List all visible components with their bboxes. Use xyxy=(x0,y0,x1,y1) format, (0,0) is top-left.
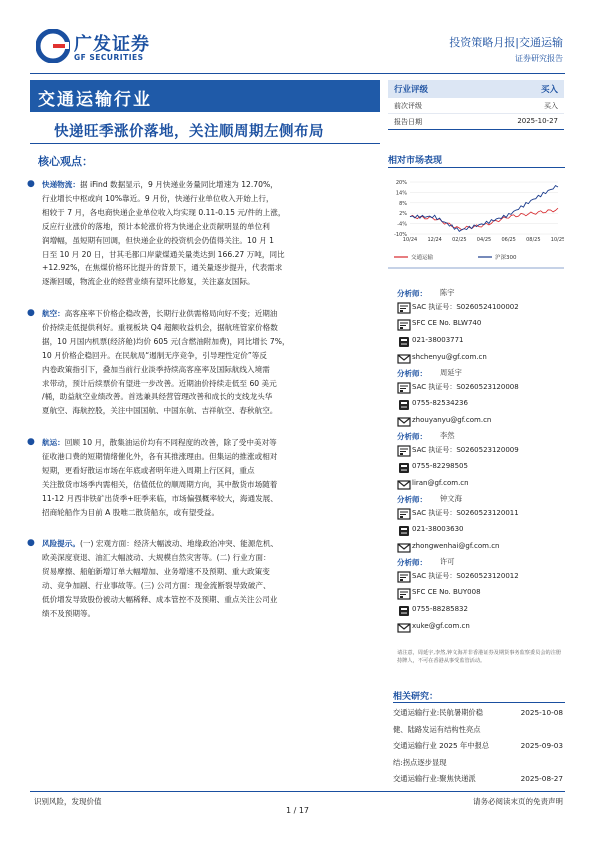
analyst-header xyxy=(397,431,565,443)
y-tick-label: 2% xyxy=(399,211,407,218)
core-view-title: 核心观点： xyxy=(38,155,93,168)
analyst-contact-text: SAC 执证号：S0260523120011 xyxy=(412,509,519,517)
related-item-text: 结:拐点逐步显现 xyxy=(393,757,447,767)
analyst-list xyxy=(397,288,565,637)
analyst-contact-text: liran@gf.com.cn xyxy=(412,479,469,487)
company-logo xyxy=(36,29,176,69)
rating-box xyxy=(388,80,564,130)
analyst-contact-text: zhongwenhai@gf.com.cn xyxy=(412,542,500,550)
analyst-contact-line xyxy=(397,397,565,414)
analyst-contact-line xyxy=(397,603,565,620)
analyst-label: 分析师： xyxy=(397,495,427,504)
prev-rating-value: 买入 xyxy=(544,102,558,110)
para-line: 贸易摩擦、船舶新增订单大幅增加、业务增速不及预期、重大政策变 xyxy=(42,566,270,576)
para-lead: 快递物流： xyxy=(42,180,80,189)
para-line: 夏航空、海航控股，关注中国国航、中国东航、吉祥航空、春秋航空。 xyxy=(42,406,278,416)
certificate-icon xyxy=(397,444,411,458)
y-tick-label: -4% xyxy=(397,221,407,228)
x-tick-label: 02/25 xyxy=(452,237,467,243)
para-line: 据，10 月国内机票(经济舱)均价 605 元(含燃油附加费)，同比增长 7%， xyxy=(42,336,290,346)
analyst-name: 陈宇 xyxy=(440,288,455,297)
analyst-card xyxy=(397,288,565,368)
certificate-icon xyxy=(397,301,411,315)
series-line xyxy=(410,208,558,230)
page-number: 1 / 17 xyxy=(285,806,310,815)
certificate-icon xyxy=(397,507,411,521)
x-tick-label: 12/24 xyxy=(427,237,442,243)
x-tick-label: 06/25 xyxy=(501,237,516,243)
industry-title: 交通运输行业 xyxy=(38,90,152,110)
related-list xyxy=(393,705,565,788)
analyst-contact-text: zhouyanyu@gf.com.cn xyxy=(412,416,492,424)
para-line xyxy=(42,307,374,321)
para-line: 内卷政策指引下，叠加当前行业淡季持续高客座率及国际航线入境需 xyxy=(42,364,270,374)
report-date-value: 2025-10-27 xyxy=(517,117,558,125)
analyst-name: 许可 xyxy=(440,557,455,566)
para-text: 高客座率下价格企稳改善，长期行业供需格局向好不变；近期油 xyxy=(64,309,278,318)
chart-svg xyxy=(388,176,564,276)
analyst-label: 分析师： xyxy=(397,558,427,567)
analyst-contact-line xyxy=(397,380,565,397)
logo-en-text: GF SECURITIES xyxy=(74,53,144,62)
analyst-contact-line xyxy=(397,586,565,603)
analyst-header xyxy=(397,557,565,569)
bullet-icon: ● xyxy=(27,437,35,447)
para-line: 求带动，预计后续票价有望进一步改善。近期油价持续走低至 60 美元 xyxy=(42,378,277,388)
related-item[interactable] xyxy=(393,722,565,739)
analyst-contact-text: 021-38003771 xyxy=(412,336,464,344)
certificate-icon xyxy=(397,318,411,332)
footer-slogan: 识别风险，发现价值 xyxy=(34,797,102,806)
y-tick-label: 8% xyxy=(399,200,407,207)
analyst-card xyxy=(397,557,565,637)
para-line: 逐渐回暖，物流企业的经营业绩有望环比修复，关注嘉友国际。 xyxy=(42,277,255,287)
rating-label: 行业评级 xyxy=(394,85,429,95)
analyst-card xyxy=(397,431,565,494)
related-item-date: 2025-09-03 xyxy=(520,741,563,750)
related-item-text: 交通运输行业 2025 年中报总 xyxy=(393,741,490,750)
title-divider xyxy=(30,143,380,144)
para-text: 回顾 10 月，散集油运价均有不同程度的改善，除了受中美对等 xyxy=(64,438,277,447)
para-line: 低价增发导致股份被动大幅稀释、成本管控不及预期、重点关注公司业 xyxy=(42,594,278,604)
analyst-contact-text: shchenyu@gf.com.cn xyxy=(412,353,487,361)
report-subtype: 证券研究报告 xyxy=(515,54,563,63)
legend-label: 沪深300 xyxy=(495,255,517,261)
para-line: 征收港口费的短期情绪催化外，各有其推涨理由。但集运的推涨或相对 xyxy=(42,451,278,461)
para-shipping xyxy=(27,436,374,519)
analyst-contact-line xyxy=(397,506,565,523)
analyst-header xyxy=(397,494,565,506)
analyst-contact-line[interactable] xyxy=(397,477,565,494)
para-text: (一) 宏观方面：经济大幅波动、地缘政治冲突、能源危机、 xyxy=(79,539,279,548)
para-line: 11-12 月西非铁矿出货季+旺季来临，市场偏强概率较大，海通发展、 xyxy=(42,493,278,503)
bullet-icon: ● xyxy=(27,308,35,318)
report-date-row xyxy=(388,114,564,130)
analyst-contact-line[interactable] xyxy=(397,540,565,557)
para-line: 反应行业涨价的落地，预计本轮涨价将为快递企业贡献明显的单位利 xyxy=(42,221,270,231)
chart-title-divider xyxy=(388,167,565,168)
analyst-label: 分析师： xyxy=(397,369,427,378)
para-line: 招商轮船作为目前 A 股唯二散货船东，或有望受益。 xyxy=(42,507,220,517)
related-item-date: 2025-08-27 xyxy=(520,774,563,783)
rating-header xyxy=(388,80,564,98)
certificate-icon xyxy=(397,587,411,601)
analyst-note: 请注意，周延宇,李然,钟文海并非香港证券及期货事务监察委员会的注册持牌人，不可在香港从事受监管活动。 xyxy=(397,650,562,664)
para-line: 动、竞争加剧、行业事故等。(三) 公司方面：现金流断裂导致破产、 xyxy=(42,580,271,590)
legend-label: 交通运输 xyxy=(411,255,434,261)
para-text: 据 iFind 数据显示，9 月快递业务量同比增速为 12.70%， xyxy=(79,180,278,189)
analyst-contact-text: SAC 执证号：S0260524100002 xyxy=(412,303,519,311)
prev-rating-label: 前次评级 xyxy=(394,102,422,110)
header-divider xyxy=(30,73,565,74)
related-item[interactable] xyxy=(393,738,565,755)
analyst-label: 分析师： xyxy=(397,432,427,441)
para-line: 行业增长中枢或向 10%靠近。9 月份，快递行业单位收入开始上行， xyxy=(42,193,274,203)
analyst-contact-line[interactable] xyxy=(397,620,565,637)
para-lead: 航运： xyxy=(42,438,65,447)
analyst-contact-text: SAC 执证号：S0260523120008 xyxy=(412,383,519,391)
para-line: 短期，更看好散运市场在年底或者明年进入周期上行区间，重点 xyxy=(42,465,255,475)
x-tick-label: 04/25 xyxy=(476,237,492,243)
para-line xyxy=(42,436,374,450)
para-line: 相较于 7 月，各电商快递企业单位收入均实现 0.11-0.15 元/件的上涨， xyxy=(42,207,286,217)
x-tick-label: 08/25 xyxy=(526,237,541,243)
gf-logo-icon xyxy=(36,29,70,63)
para-line: 绩不及预期等。 xyxy=(42,608,96,618)
mail-icon xyxy=(397,621,411,635)
related-item[interactable] xyxy=(393,705,565,722)
para-line xyxy=(42,178,374,192)
market-chart-title: 相对市场表现 xyxy=(388,156,443,166)
analyst-contact-text: SFC CE No. BUY008 xyxy=(412,588,481,596)
para-line xyxy=(42,537,374,551)
mail-icon xyxy=(397,352,411,366)
bullet-icon: ● xyxy=(27,179,35,189)
phone-icon xyxy=(397,335,411,349)
para-line: 价持续走低提供利好。重视板块 Q4 超额收益机会，据航班管家价格数 xyxy=(42,322,278,332)
footer-divider xyxy=(30,791,565,792)
analyst-contact-text: xuke@gf.com.cn xyxy=(412,622,470,630)
related-item-text: 交通运输行业:民航暑期价稳 xyxy=(393,708,484,717)
para-line: 日至 10 月 20 日，甘其毛都口岸蒙煤通关量类达到 166.27 万吨，同比 xyxy=(42,249,285,259)
para-risk xyxy=(27,537,374,620)
mail-icon xyxy=(397,478,411,492)
phone-icon xyxy=(397,524,411,538)
related-item-date: 2025-10-08 xyxy=(520,708,563,717)
analyst-contact-text: SAC 执证号：S0260523120009 xyxy=(412,446,519,454)
prev-rating-row xyxy=(388,98,564,114)
analyst-contact-text: SAC 执证号：S0260523120012 xyxy=(412,572,519,580)
para-line: 10 月价格企稳回升。在民航局“遏制无序竞争，引导理性定价”等反 xyxy=(42,350,267,360)
analyst-name: 周延宇 xyxy=(440,368,462,377)
analyst-header xyxy=(397,288,565,300)
certificate-icon xyxy=(397,381,411,395)
para-line: 润增幅，虽短期有回调，但快递企业的投资机会仍值得关注。10 月 1 xyxy=(42,235,274,245)
para-lead: 风险提示。 xyxy=(42,539,80,548)
analyst-name: 钟文海 xyxy=(440,494,462,503)
related-item[interactable] xyxy=(393,771,565,788)
analyst-contact-text: 0755-82298505 xyxy=(412,462,468,470)
analyst-contact-line xyxy=(397,443,565,460)
phone-icon xyxy=(397,398,411,412)
x-tick-label: 10/25 xyxy=(550,237,564,243)
para-line: /桶，助益航空业绩改善。首选兼具经营管理改善和成长的支线龙头华 xyxy=(42,392,273,402)
related-title: 相关研究： xyxy=(393,692,439,702)
analyst-card xyxy=(397,494,565,557)
related-item[interactable] xyxy=(393,755,565,772)
para-line: 欧美深度衰退、油汇大幅波动、大规模自然灾害等。(二) 行业方面： xyxy=(42,552,271,562)
analyst-contact-line xyxy=(397,317,565,334)
para-aviation xyxy=(27,307,374,418)
y-tick-label: 20% xyxy=(395,180,407,186)
mail-icon xyxy=(397,415,411,429)
analyst-label: 分析师： xyxy=(397,289,427,298)
disclaimer-link[interactable]: 请务必阅读末页的免责声明 xyxy=(473,797,563,806)
phone-icon xyxy=(397,461,411,475)
para-express xyxy=(27,178,374,289)
mail-icon xyxy=(397,541,411,555)
related-divider xyxy=(393,702,565,703)
related-item-text: 交通运输行业:聚焦快递派 xyxy=(393,774,476,783)
analyst-contact-text: 0755-88285832 xyxy=(412,605,468,613)
analyst-contact-text: SFC CE No. BLW740 xyxy=(412,319,482,327)
related-item-text: 健、陆路发运有结构性亮点 xyxy=(393,724,481,734)
industry-title-bar xyxy=(30,80,380,112)
analyst-header xyxy=(397,368,565,380)
analyst-contact-line xyxy=(397,460,565,477)
report-headline: 快递旺季涨价落地，关注顺周期左侧布局 xyxy=(54,124,324,140)
phone-icon xyxy=(397,604,411,618)
para-lead: 航空： xyxy=(42,309,65,318)
analyst-contact-line xyxy=(397,569,565,586)
relative-performance-chart xyxy=(388,176,564,276)
analyst-card xyxy=(397,368,565,431)
para-line: 关注散货市场季内需相关，估值低位的顺周期方向，其中散货市场随着 xyxy=(42,479,278,489)
rating-value: 买入 xyxy=(540,85,558,95)
analyst-contact-text: 0755-82534236 xyxy=(412,399,468,407)
certificate-icon xyxy=(397,570,411,584)
x-tick-label: 10/24 xyxy=(402,237,418,243)
report-date-label: 报告日期 xyxy=(394,118,422,126)
bullet-icon: ● xyxy=(27,538,35,548)
report-type: 投资策略月报|交通运输 xyxy=(449,36,563,49)
y-tick-label: 14% xyxy=(395,190,407,197)
analyst-contact-line xyxy=(397,300,565,317)
analyst-contact-line xyxy=(397,523,565,540)
analyst-name: 李然 xyxy=(440,431,455,440)
analyst-contact-line[interactable] xyxy=(397,414,565,431)
logo-cn-text: 广发证券 xyxy=(74,34,150,55)
y-tick-label: -10% xyxy=(394,232,407,238)
analyst-contact-line[interactable] xyxy=(397,351,565,368)
para-line: +12.92%，在焦煤价格环比提升的背景下，通关量逐步提升，代表需求 xyxy=(42,263,283,273)
analyst-contact-line xyxy=(397,334,565,351)
analyst-contact-text: 021-38003630 xyxy=(412,525,464,533)
